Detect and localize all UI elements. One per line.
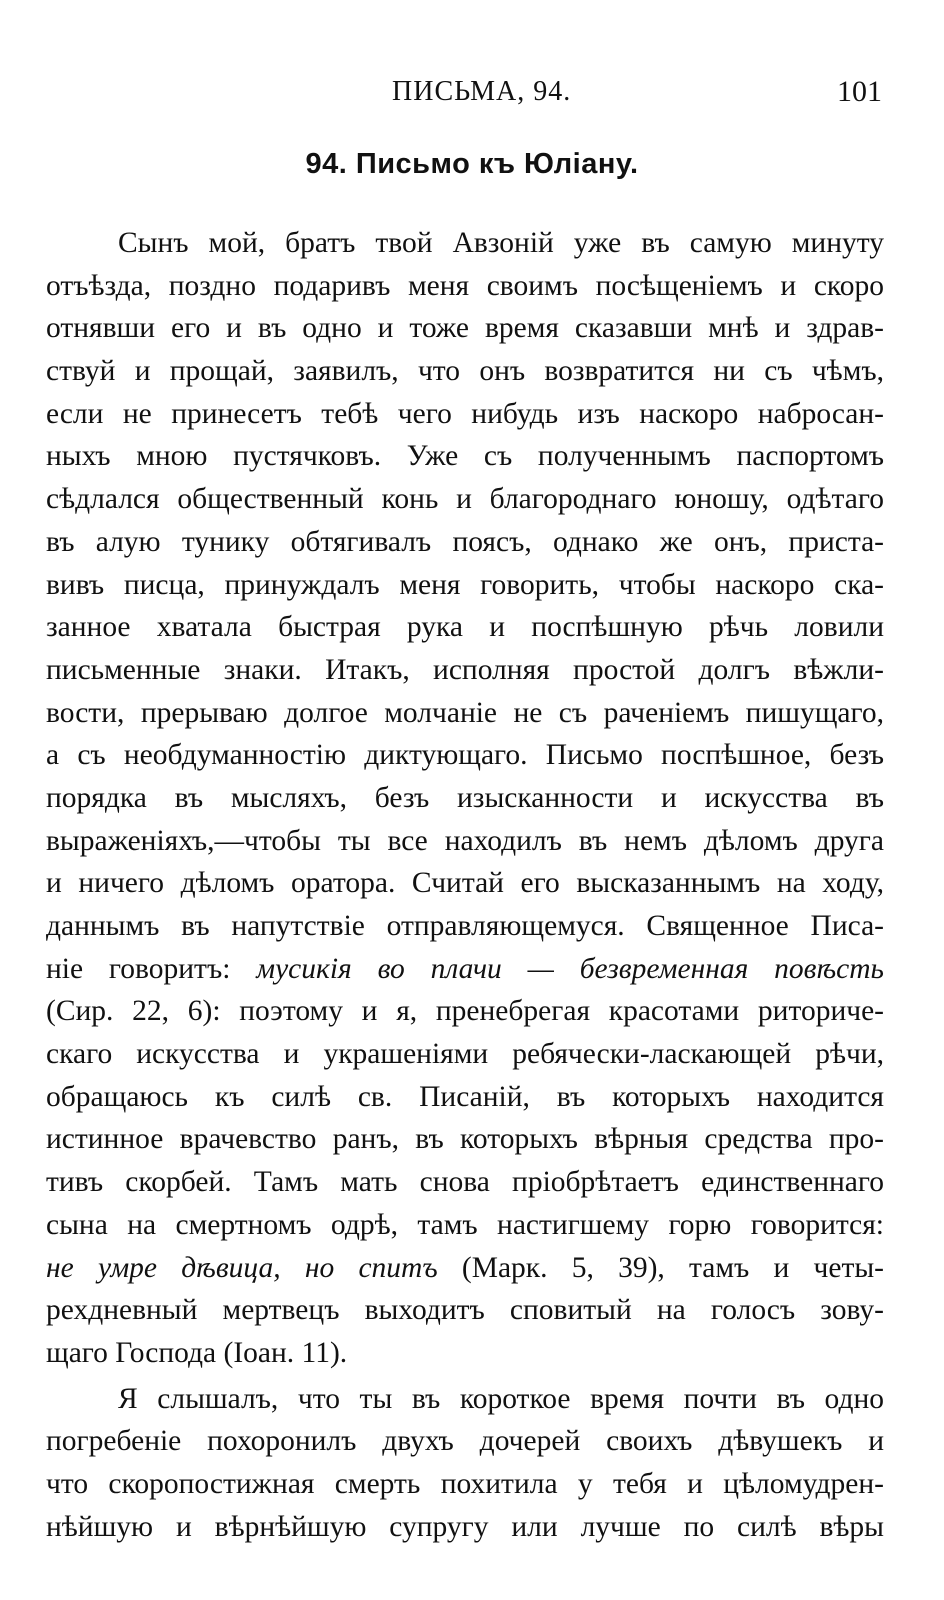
text-line: (Сир. 22, 6): поэтому и я, пренебрегая красотами риториче- bbox=[46, 995, 884, 1028]
text-line: ныхъ мною пустячковъ. Уже съ полученнымъ паспортомъ bbox=[46, 440, 884, 473]
text-line: и ничего дѣломъ оратора. Считай его высказаннымъ на ходу, bbox=[46, 867, 884, 900]
text-line: щаго Господа (Іоан. 11). bbox=[46, 1336, 348, 1369]
text-segment: (Марк. 5, 39), тамъ и четы- bbox=[437, 1251, 884, 1284]
paragraph-2 bbox=[46, 1378, 884, 1549]
text-line: письменные знаки. Итакъ, исполняя простой долгъ вѣжли- bbox=[46, 653, 884, 686]
text-line: Я слышалъ, что ты въ короткое время почти въ одно bbox=[118, 1382, 884, 1415]
text-line: нѣйшую и вѣрнѣйшую супругу или лучше по силѣ вѣры bbox=[46, 1510, 884, 1543]
text-line: въ алую тунику обтягивалъ поясъ, однако же онъ, приста- bbox=[46, 525, 884, 558]
text-line: порядка въ мысляхъ, безъ изысканности и искусства въ bbox=[46, 781, 884, 814]
text-line: а съ необдуманностію диктующаго. Письмо поспѣшное, безъ bbox=[46, 739, 884, 772]
text-line: даннымъ въ напутствіе отправляющемуся. Священное Писа- bbox=[46, 910, 884, 942]
text-line: если не принесетъ тебѣ чего нибудь изъ наскоро набросан- bbox=[46, 397, 884, 430]
text-line bbox=[46, 1247, 884, 1290]
text-line: тивъ скорбей. Тамъ мать снова пріобрѣтаетъ единственнаго bbox=[46, 1166, 884, 1199]
text-line: занное хватала быстрая рука и поспѣшную рѣчь ловили bbox=[46, 611, 884, 644]
text-line: сѣдлался общественный конь и благороднаго юношу, одѣтаго bbox=[46, 483, 884, 516]
text-segment: ніе говоритъ: bbox=[46, 952, 257, 985]
text-line: сына на смертномъ одрѣ, тамъ настигшему горю говорится: bbox=[46, 1208, 884, 1241]
text-line: вивъ писца, принуждалъ меня говорить, чтобы наскоро ска- bbox=[46, 568, 884, 601]
running-head bbox=[0, 74, 944, 114]
text-line: отнявши его и въ одно и тоже время сказавши мнѣ и здрав- bbox=[46, 312, 884, 345]
text-line: выраженіяхъ,—чтобы ты все находилъ въ немъ дѣломъ друга bbox=[46, 824, 884, 857]
text-line: вости, прерываю долгое молчаніе не съ раченіемъ пишущаго, bbox=[46, 696, 884, 729]
text-line: что скоропостижная смерть похитила у тебя и цѣломудрен- bbox=[46, 1467, 884, 1500]
text-line: ствуй и прощай, заявилъ, что онъ возвратится ни съ чѣмъ, bbox=[46, 355, 884, 388]
text-line: рехдневный мертвецъ выходитъ сповитый на голосъ зову- bbox=[46, 1294, 884, 1327]
text-line: Сынъ мой, братъ твой Авзоній уже въ самую минуту bbox=[118, 227, 884, 259]
text-line: истинное врачевство ранъ, въ которыхъ вѣрныя средства про- bbox=[46, 1123, 884, 1156]
text-line bbox=[46, 948, 884, 991]
scripture-quote: мусикія во плачи — безвременная повѣсть bbox=[256, 952, 884, 985]
text-line: скаго искусства и украшеніями ребячески-ласкающей рѣчи, bbox=[46, 1038, 884, 1071]
scripture-quote: не умре дѣвица, но спитъ bbox=[46, 1251, 438, 1284]
paragraph-1 bbox=[46, 222, 884, 1375]
page-number: 101 bbox=[837, 75, 882, 108]
running-title: ПИСЬМА, 94. bbox=[392, 76, 572, 107]
text-line: обращаюсь къ силѣ св. Писаній, въ которыхъ находится bbox=[46, 1080, 884, 1113]
text-line: погребеніе похоронилъ двухъ дочерей своихъ дѣвушекъ и bbox=[46, 1425, 884, 1458]
text-line: отъѣзда, поздно подаривъ меня своимъ посѣщеніемъ и скоро bbox=[46, 269, 884, 302]
letter-title: 94. Письмо къ Юліану. bbox=[305, 148, 639, 180]
body-text bbox=[46, 222, 884, 1548]
